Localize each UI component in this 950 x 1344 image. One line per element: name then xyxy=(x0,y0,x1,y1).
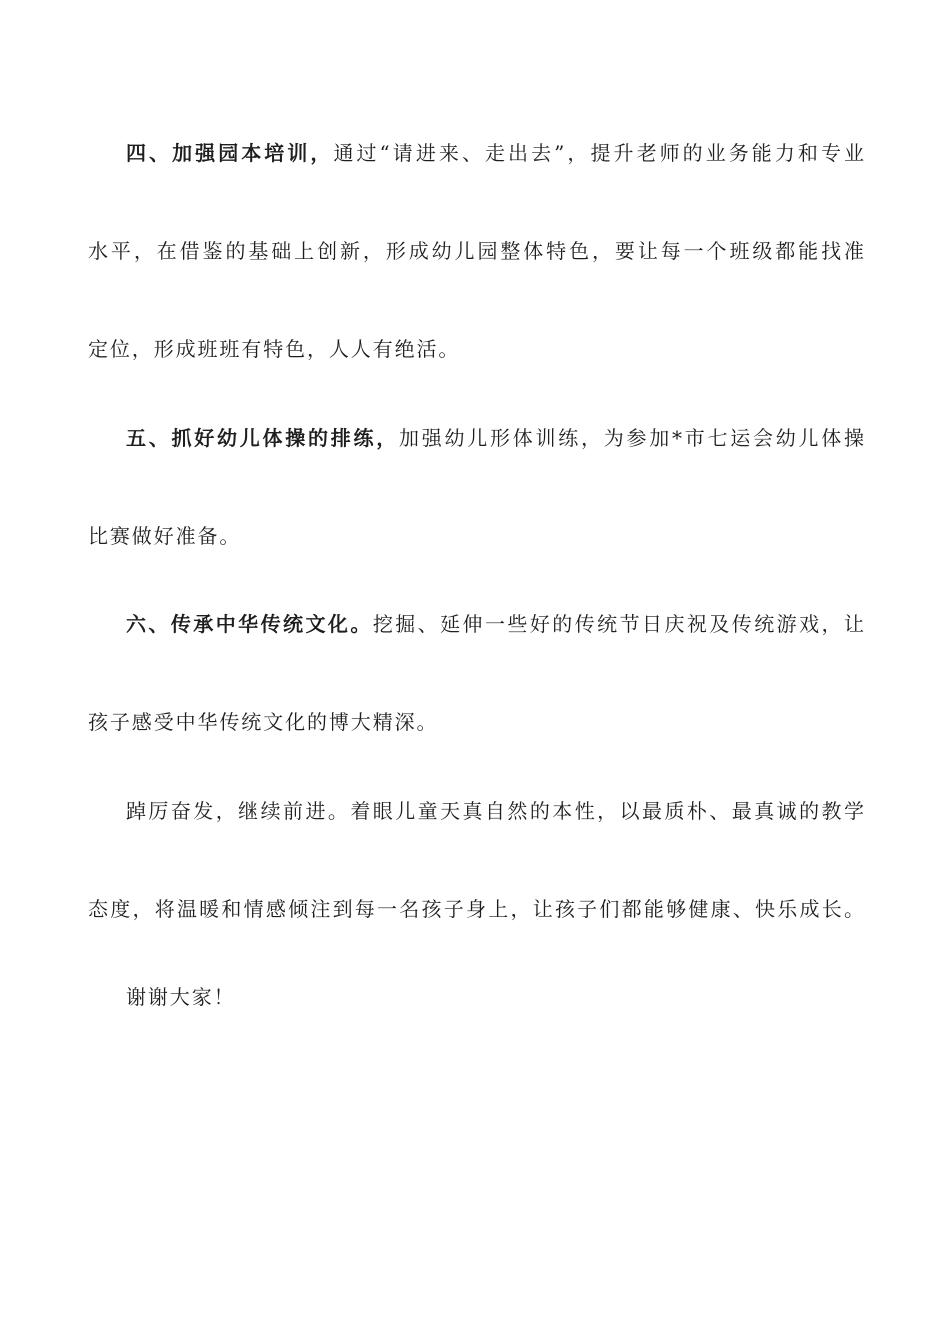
paragraph-5-text: 加强幼儿形体训练，为参加*市七运会幼儿体操 xyxy=(399,426,864,450)
closing-paragraph-line-2: 态度，将温暖和情感倾注到每一名孩子身上，让孩子们都能够健康、快乐成长。 xyxy=(88,897,864,921)
thanks-line: 谢谢大家！ xyxy=(126,985,236,1009)
paragraph-4-line-3: 定位，形成班班有特色，人人有绝活。 xyxy=(88,337,461,361)
closing-paragraph-line-1: 踔厉奋发，继续前进。着眼儿童天真自然的本性，以最质朴、最真诚的教学 xyxy=(126,799,864,823)
paragraph-5-line-2: 比赛做好准备。 xyxy=(88,524,242,548)
paragraph-5-line-1 xyxy=(126,424,864,452)
paragraph-4-line-1 xyxy=(126,139,864,167)
paragraph-4-heading: 四、加强园本培训， xyxy=(126,141,334,165)
paragraph-6-heading: 六、传承中华传统文化。 xyxy=(126,612,373,636)
paragraph-4-line-2: 水平，在借鉴的基础上创新，形成幼儿园整体特色，要让每一个班级都能找准 xyxy=(88,239,864,263)
paragraph-4-text: 通过“请进来、走出去”，提升老师的业务能力和专业 xyxy=(333,141,864,165)
paragraph-5-heading: 五、抓好幼儿体操的排练， xyxy=(126,426,399,450)
paragraph-6-line-2: 孩子感受中华传统文化的博大精深。 xyxy=(88,710,439,734)
paragraph-6-text: 挖掘、延伸一些好的传统节日庆祝及传统游戏，让 xyxy=(372,612,864,636)
paragraph-6-line-1 xyxy=(126,610,864,638)
